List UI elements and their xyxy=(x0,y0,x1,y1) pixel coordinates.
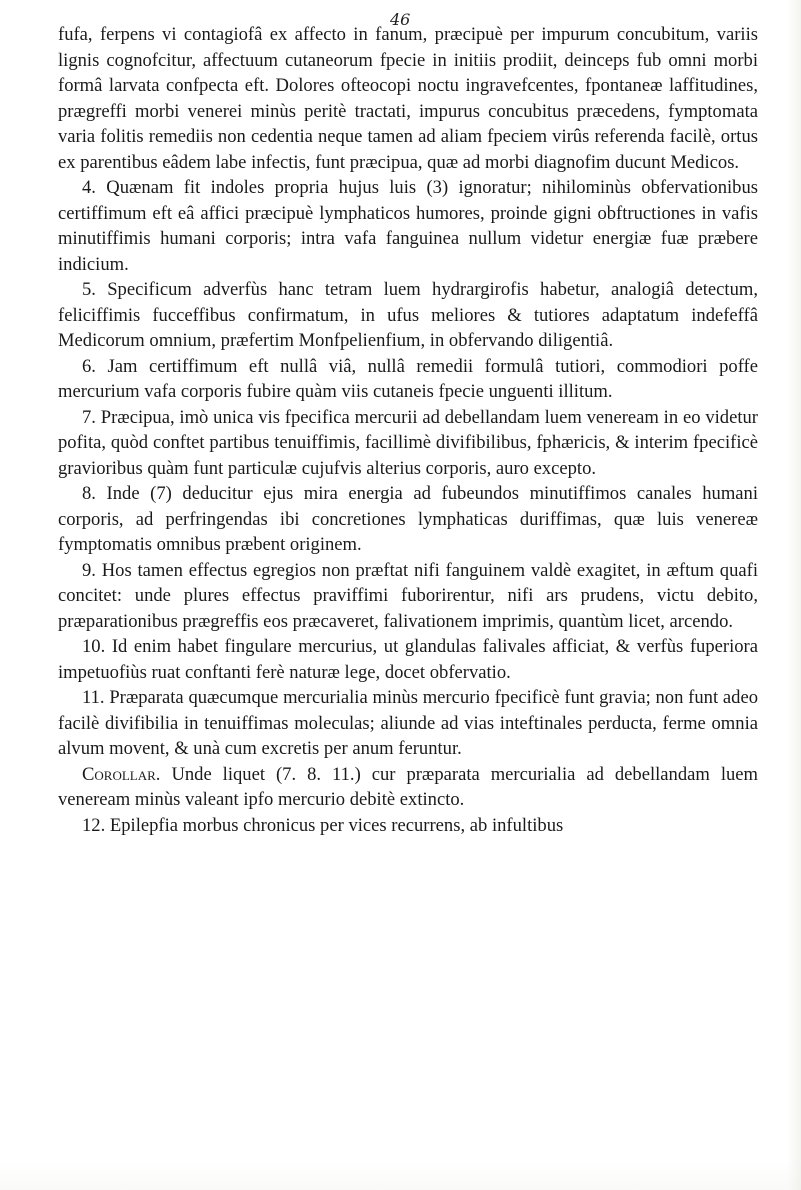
paragraph-9: 9. Hos tamen effectus egregios non præftat nifi fanguinem valdè exagitet, in æftum quafi concitet: unde plures effectus praviffimi fuborirentur, nifi ars prudens, victu debito, præparationibus prægreffis eos præcaveret, falivationem imprimis, quantùm licet, arcendo. xyxy=(58,559,758,632)
page-bottom-shadow xyxy=(0,1160,801,1190)
paragraph-10: 10. Id enim habet fingulare mercurius, ut glandulas falivales afficiat, & verfùs fuperiora impetuofiùs ruat conftanti ferè naturæ lege, docet obfervatio. xyxy=(58,636,758,683)
body-text xyxy=(58,22,758,838)
paragraph-4: 4. Quænam fit indoles propria hujus luis (3) ignoratur; nihilominùs obfervationibus certiffimum eft eâ affici præcipuè lymphaticos humores, proinde gigni obftructiones in vafis minutiffimis humani corporis; intra vafa fanguinea nullum videtur energiæ fuæ præbere indicium. xyxy=(58,177,758,275)
paragraph-5: 5. Specificum adverfùs hanc tetram luem hydrargirofis habetur, analogiâ detectum, feliciffimis fucceffibus confirmatum, in ufus meliores & tutiores adaptatum indefeffâ Medicorum omnium, præfertim Monfpelienfium, in obfervando diligentiâ. xyxy=(58,279,758,351)
corollary-text: Unde liquet (7. 8. 11.) cur præparata mercurialia ad debellandam luem veneream minùs valeant ipfo mercurio debitè extincto. xyxy=(58,763,758,810)
paragraph-11: 11. Præparata quæcumque mercurialia minùs mercurio fpecificè funt gravia; non funt adeo facilè divifibilia in tenuiffimas moleculas; aliunde ad vias inteftinales perducta, ferme omnia alvum movent, & unà cum excretis per anum feruntur. xyxy=(58,687,758,759)
page-number: 46 xyxy=(390,10,411,29)
page-edge-shadow xyxy=(787,0,801,1190)
paragraph-12: 12. Epilepfia morbus chronicus per vices recurrens, ab infultibus xyxy=(82,814,564,836)
paragraph-7: 7. Præcipua, imò unica vis fpecifica mercurii ad debellandam luem veneream in eo videtur pofita, quòd conftet partibus tenuiffimis, facillimè divifibilibus, fphæricis, & interim fpecificè gravioribus quàm funt particulæ cujufvis alterius corporis, auro excepto. xyxy=(58,406,758,479)
corollary-label: Corollar. xyxy=(82,763,161,785)
paragraph-corollary xyxy=(58,762,758,813)
paragraph-8: 8. Inde (7) deducitur ejus mira energia ad fubeundos minutiffimos canales humani corporis, ad perfringendas ibi concretiones lymphaticas duriffimas, quæ luis venereæ fymptomatis omnibus præbent originem. xyxy=(58,483,758,555)
paragraph-6: 6. Jam certiffimum eft nullâ viâ, nullâ remedii formulâ tutiori, commodiori poffe mercurium vafa corporis fubire quàm viis cutaneis fpecie unguenti illitum. xyxy=(58,355,758,402)
paragraph-intro: fufa, ferpens vi contagiofâ ex affecto in fanum, præcipuè per impurum concubitum, variis lignis cognofcitur, affectuum cutaneorum fpecie in initiis prodiit, deinceps fub omni morbi formâ larvata confpecta eft. Dolores ofteocopi noctu ingravefcentes, fpontaneæ laffitudines, prægreffi morbi venerei minùs peritè tractati, impurus concubitus præcedens, fymptomata varia folitis remediis non cedentia neque tamen ad aliam fpeciem virûs referenda facilè, ortus ex parentibus eâdem labe infectis, funt præcipua, quæ ad morbi diagnofim ducunt Medicos. xyxy=(58,24,758,173)
